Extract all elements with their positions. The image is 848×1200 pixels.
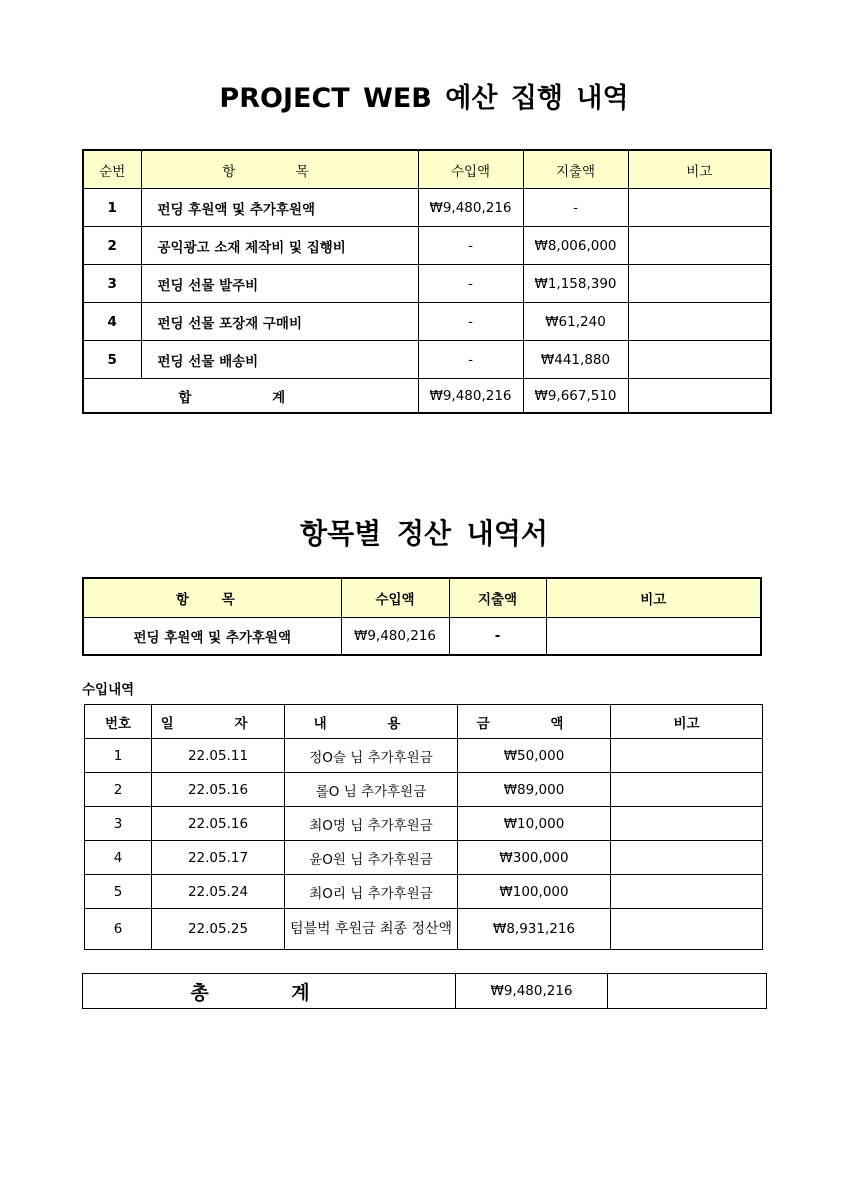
row-amount: ₩100,000: [458, 875, 611, 909]
row-income: ₩9,480,216: [341, 618, 449, 656]
row-item: 펀딩 후원액 및 추가후원액: [83, 618, 341, 656]
row-no: 4: [85, 841, 152, 875]
table-row: [83, 265, 771, 303]
table-row: [85, 773, 763, 807]
row-content: 윤O원 님 추가후원금: [285, 841, 458, 875]
row-content: 정O슬 님 추가후원금: [285, 739, 458, 773]
row-income: -: [418, 303, 523, 341]
row-note: [611, 909, 763, 950]
header-note: 비고: [628, 150, 771, 189]
row-note: [628, 303, 771, 341]
table-row: [83, 227, 771, 265]
row-item: 펀딩 선물 포장재 구매비: [141, 303, 418, 341]
row-no: 5: [83, 341, 141, 379]
row-expense: ₩1,158,390: [523, 265, 628, 303]
income-section-label: 수입내역: [82, 682, 135, 698]
settlement-table-header: [83, 578, 761, 618]
row-note: [611, 807, 763, 841]
row-no: 5: [85, 875, 152, 909]
row-expense: -: [523, 189, 628, 227]
header-no: 순번: [83, 150, 141, 189]
budget-title: PROJECT WEB 예산 집행 내역: [219, 83, 629, 114]
header-expense: 지출액: [523, 150, 628, 189]
row-income: -: [418, 341, 523, 379]
total-expense: ₩9,667,510: [523, 379, 628, 414]
header-no: 번호: [85, 705, 152, 739]
row-amount: ₩89,000: [458, 773, 611, 807]
table-row: [83, 303, 771, 341]
row-note: [628, 189, 771, 227]
budget-total-row: [83, 379, 771, 414]
row-note: [546, 618, 761, 656]
row-content: 롤O 님 추가후원금: [285, 773, 458, 807]
row-note: [611, 841, 763, 875]
row-content: 최O명 님 추가후원금: [285, 807, 458, 841]
settlement-title: 항목별 정산 내역서: [300, 517, 548, 550]
table-row: [85, 807, 763, 841]
table-row: [83, 189, 771, 227]
row-income: -: [418, 227, 523, 265]
row-no: 3: [85, 807, 152, 841]
table-row: [83, 341, 771, 379]
row-date: 22.05.16: [152, 807, 285, 841]
row-date: 22.05.11: [152, 739, 285, 773]
row-no: 2: [83, 227, 141, 265]
header-income: 수입액: [341, 578, 449, 618]
row-amount: ₩50,000: [458, 739, 611, 773]
row-no: 3: [83, 265, 141, 303]
row-note: [628, 227, 771, 265]
row-date: 22.05.24: [152, 875, 285, 909]
table-row: [85, 909, 763, 950]
header-expense: 지출액: [449, 578, 546, 618]
header-item: 항 목: [141, 150, 418, 189]
header-amount: 금 액: [458, 705, 611, 739]
table-row: [83, 618, 761, 656]
header-note: 비고: [546, 578, 761, 618]
row-note: [611, 875, 763, 909]
row-no: 1: [83, 189, 141, 227]
row-item: 펀딩 선물 배송비: [141, 341, 418, 379]
grand-total-note: [608, 974, 767, 1009]
header-content: 내 용: [285, 705, 458, 739]
row-date: 22.05.25: [152, 909, 285, 950]
header-item: 항 목: [83, 578, 341, 618]
row-note: [628, 265, 771, 303]
row-income: ₩9,480,216: [418, 189, 523, 227]
row-income: -: [418, 265, 523, 303]
total-note: [628, 379, 771, 414]
table-row: [85, 739, 763, 773]
row-note: [611, 739, 763, 773]
budget-table-header: [83, 150, 771, 189]
grand-total-amount: ₩9,480,216: [456, 974, 608, 1009]
row-amount: ₩8,931,216: [458, 909, 611, 950]
row-expense: ₩61,240: [523, 303, 628, 341]
row-note: [611, 773, 763, 807]
row-item: 공익광고 소재 제작비 및 집행비: [141, 227, 418, 265]
row-no: 1: [85, 739, 152, 773]
budget-table: [82, 149, 772, 414]
row-amount: ₩300,000: [458, 841, 611, 875]
grand-total-table: [82, 973, 767, 1009]
header-date: 일 자: [152, 705, 285, 739]
table-row: [85, 875, 763, 909]
grand-total-label: 총 계: [83, 974, 456, 1009]
income-table: [84, 704, 763, 950]
row-no: 2: [85, 773, 152, 807]
grand-total-row: [83, 974, 767, 1009]
row-no: 6: [85, 909, 152, 950]
row-item: 펀딩 선물 발주비: [141, 265, 418, 303]
settlement-table: [82, 577, 762, 656]
income-table-header: [85, 705, 763, 739]
row-amount: ₩10,000: [458, 807, 611, 841]
row-expense: -: [449, 618, 546, 656]
total-income: ₩9,480,216: [418, 379, 523, 414]
total-label: 합 계: [83, 379, 418, 414]
row-date: 22.05.17: [152, 841, 285, 875]
row-no: 4: [83, 303, 141, 341]
table-row: [85, 841, 763, 875]
row-expense: ₩8,006,000: [523, 227, 628, 265]
row-expense: ₩441,880: [523, 341, 628, 379]
header-note: 비고: [611, 705, 763, 739]
row-item: 펀딩 후원액 및 추가후원액: [141, 189, 418, 227]
row-content: 텀블벅 후원금 최종 정산액: [285, 909, 458, 950]
row-note: [628, 341, 771, 379]
header-income: 수입액: [418, 150, 523, 189]
row-date: 22.05.16: [152, 773, 285, 807]
row-content: 최O리 님 추가후원금: [285, 875, 458, 909]
